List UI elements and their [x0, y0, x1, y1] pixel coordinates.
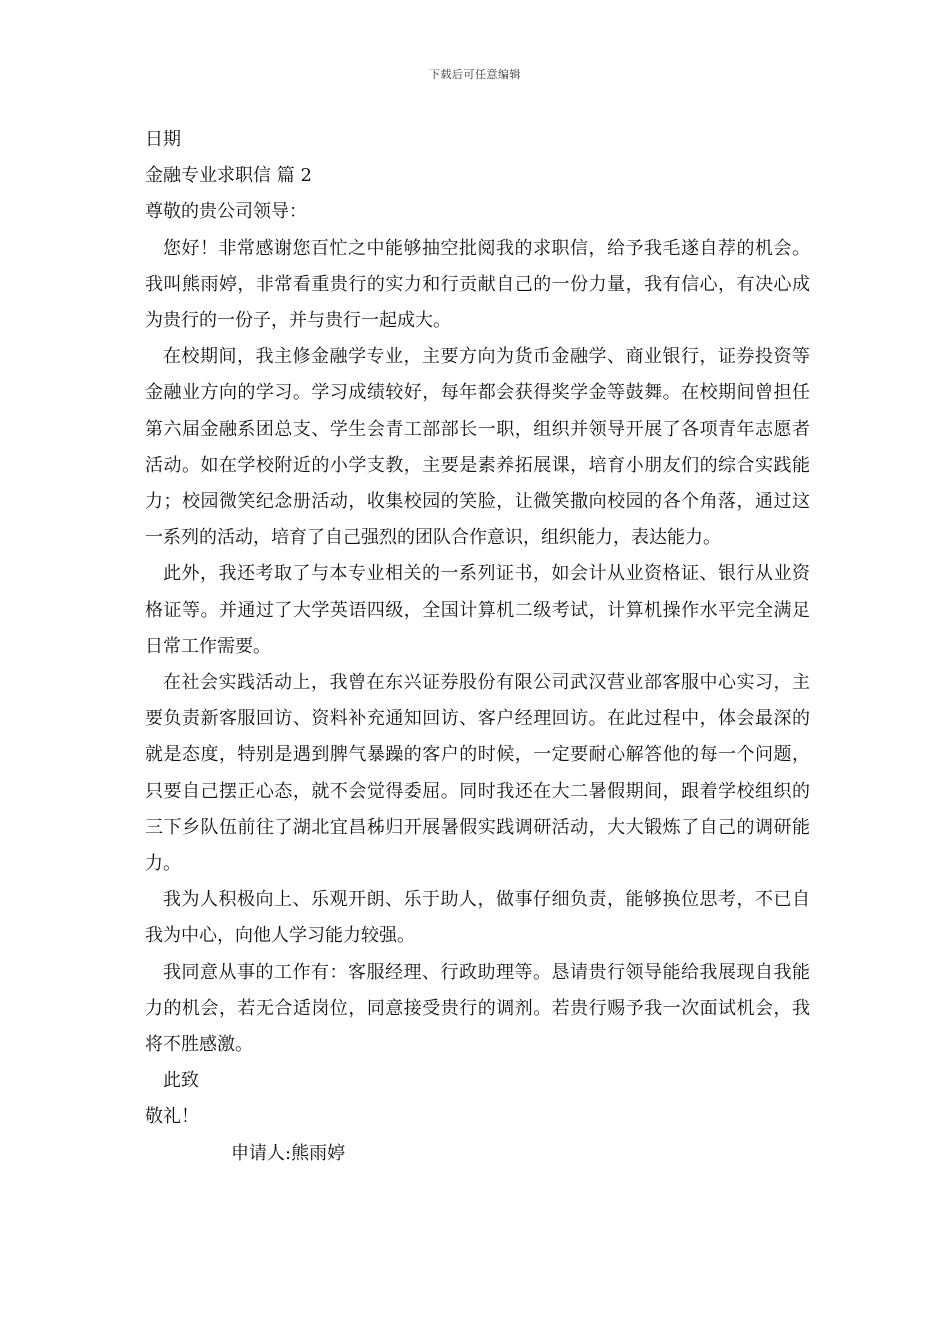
paragraph-personality: 我为人积极向上、乐观开朗、乐于助人，做事仔细负责，能够换位思考，不已自我为中心，向他人学习能力较强。 — [145, 889, 810, 947]
salutation: 尊敬的贵公司领导： — [145, 201, 307, 223]
paragraph-request: 我同意从事的工作有：客服经理、行政助理等。恳请贵行领导能给我展现自我能力的机会，若无合适岗位，同意接受贵行的调剂。若贵行赐予我一次面试机会，我将不胜感激。 — [145, 961, 810, 1056]
signature: 申请人:熊雨婷 — [231, 1142, 346, 1164]
paragraph-greeting: 您好！非常感谢您百忙之中能够抽空批阅我的求职信，给予我毛遂自荐的机会。我叫熊雨婷，非常看重贵行的实力和行贡献自己的一份力量，我有信心，有决心成为贵行的一份子，并与贵行一起成大。 — [145, 237, 810, 332]
header-note: 下载后可任意编辑 — [429, 68, 521, 81]
closing-salute: 敬礼！ — [145, 1106, 199, 1128]
letter-title: 金融专业求职信 篇 2 — [145, 165, 312, 187]
letter-body — [145, 122, 810, 1172]
closing-regards: 此致 — [163, 1070, 199, 1092]
paragraph-certificates: 此外，我还考取了与本专业相关的一系列证书，如会计从业资格证、银行从业资格证等。并通过了大学英语四级，全国计算机二级考试，计算机操作水平完全满足日常工作需要。 — [145, 563, 810, 657]
date-label: 日期 — [145, 129, 181, 150]
paragraph-practice: 在社会实践活动上，我曾在东兴证券股份有限公司武汉营业部客服中心实习，主要负责新客服回访、资料补充通知回访、客户经理回访。在此过程中，体会最深的就是态度，特别是遇到脾气暴躁的客户的时候，一定要耐心解答他的每一个问题，只要自己摆正心态，就不会觉得委屈。同时我还在大二暑假期间，跟着学校组织的三下乡队伍前往了湖北宜昌秭归开展暑假实践调研活动，大大锻炼了自己的调研能力。 — [145, 672, 810, 875]
paragraph-education: 在校期间，我主修金融学专业，主要方向为货币金融学、商业银行，证券投资等金融业方向的学习。学习成绩较好，每年都会获得奖学金等鼓舞。在校期间曾担任第六届金融系团总支、学生会青工部部长一职，组织并领导开展了各项青年志愿者活动。如在学校附近的小学支教，主要是素养拓展课，培育小朋友们的综合实践能力；校园微笑纪念册活动，收集校园的笑脸，让微笑撒向校园的各个角落，通过这一系列的活动，培育了自己强烈的团队合作意识，组织能力，表达能力。 — [145, 346, 810, 549]
